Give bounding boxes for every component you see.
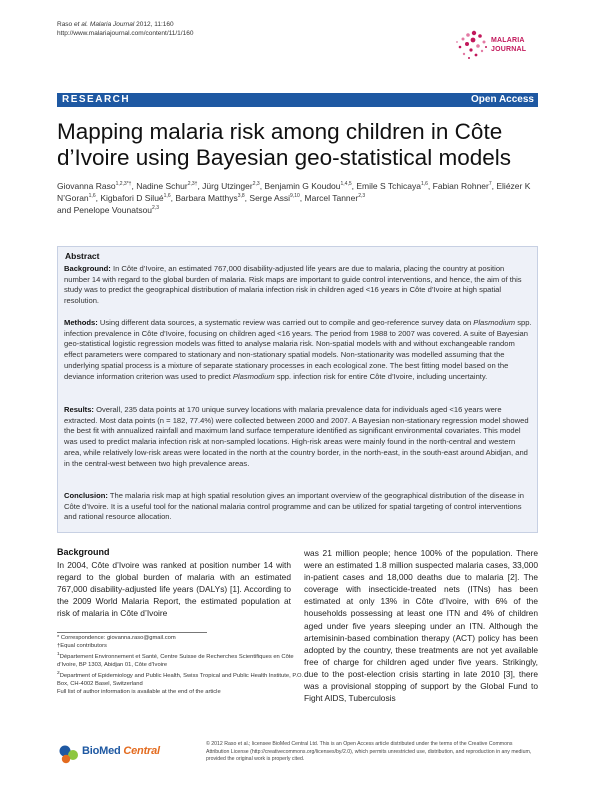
author-affiliation: 2,3	[252, 181, 260, 188]
author-name[interactable]: Giovanna Raso	[57, 181, 116, 191]
author-affiliation: 1,2,3*†	[115, 181, 132, 188]
abstract-conclusion	[64, 491, 532, 523]
bmc-bio: BioMed	[82, 745, 121, 757]
author-name[interactable]: Serge Assi	[249, 193, 291, 204]
abstract-methods-text: spp. infection risk for entire Côte d’Ivoire, including uncertainty.	[276, 371, 488, 381]
author-list: Giovanna Raso$^{1,2,3*\dagger}$, Nadine Schur$^{2,3\dagger}$, Jürg Utzinger$^{2,3}$, Benjamin G Koudou$^{1,4,5}$, Emile S Tchicaya$^{1,6}$, Fabian Rohner$^7$, Eliézer K N’Goran$^{1,6}$, Kigbafori D Silué$^{1,6}$, Barbara Matthys$^{3,8}$, Serge Assi$^{9,10}$, Marcel Tanner$^{2,3}$ and Penelope Vounatsou$^{2,3}$	[57, 181, 531, 216]
abstract-methods-label: Methods:	[64, 318, 98, 327]
citation-author: Raso	[57, 21, 73, 28]
author-affiliation: 1,6	[88, 193, 96, 200]
logo-line-1: MALARIA	[491, 37, 525, 44]
body-column-right: was 21 million people; hence 100% of the population. There were an estimated 1.8 million suspected malaria cases, 33,000 in-patient cases and 18,000 deaths due to malaria [2]. The coverage with insecticide-treated nets (ITNs) has been estimated at only 13% in Côte d’Ivoire, with 6% of the households possessing at least one ITN and 4% of children aged under five years sleeping under an ITN. Although the artemisinin-based combination therapy (ACT) policy has been adopted by the country, these treatments are not yet available free of charge for children aged under five years. Strikingly, due to the post-election crisis starting in late 2010 [3], there was a provisional stopping of support by the Global Fund to Fight AIDS, Tuberculosis	[304, 548, 538, 704]
affiliation-text: Département Environnement et Santé, Centre Suisse de Recherches Scientifiques en Côte d’Ivoire, BP 1303, Abidjan 01, Côte d’Ivoire	[57, 653, 294, 669]
abstract-background-text: In Côte d’Ivoire, an estimated 767,000 disability-adjusted life years are due to malaria, placing the country at position number 14 with regard to the global burden of malaria. Risk maps are important to guide control interventions, and hence, the aim of this study was to predict the geographical distribution of malaria infection risk in children aged <16 years in Côte d’Ivoire at high spatial resolution.	[64, 264, 522, 306]
author-name[interactable]: Barbara Matthys	[175, 193, 238, 204]
affiliation-number: 1	[57, 651, 60, 657]
article-title: Mapping malaria risk among children in Côte d’Ivoire using Bayesian geo-statistical models	[57, 119, 511, 170]
author-name[interactable]: Jürg Utzinger	[202, 181, 253, 191]
citation-journal-name: Malaria Journal	[89, 21, 135, 28]
author-affiliation: 2,3	[152, 205, 159, 212]
article-url[interactable]: http://www.malariajournal.com/content/11/1/160	[57, 30, 194, 37]
author-name[interactable]: Marcel Tanner	[304, 193, 359, 204]
abstract-results	[64, 405, 532, 469]
abstract-background	[64, 264, 532, 307]
author-affiliation: 1,4,5	[340, 181, 352, 188]
author-affiliation: 3,8	[237, 193, 245, 200]
author-name[interactable]: Eliézer K N’Goran	[57, 181, 531, 204]
malaria-journal-logo-text	[491, 36, 526, 54]
logo-line-2: JOURNAL	[491, 46, 527, 53]
open-access-label: Open Access	[471, 94, 534, 105]
author-affiliation: 7	[488, 181, 492, 188]
abstract-conclusion-text: The malaria risk map at high spatial resolution gives an important overview of the geographical distribution of the disease in Côte d’Ivoire. It is a useful tool for the national malaria control programme and can be utilized for spatial targeting of control interventions and rational resource allocation.	[64, 491, 524, 522]
biomed-central-wordmark	[82, 745, 160, 757]
affiliation-number: 2	[57, 670, 60, 676]
author-name[interactable]: Nadine Schur	[136, 181, 188, 191]
author-name[interactable]: Penelope Vounatsou	[73, 205, 153, 216]
copyright-notice: © 2012 Raso et al.; licensee BioMed Central Ltd. This is an Open Access article distributed under the terms of the Creative Commons Attribution License (http://creativecommons.org/licenses/by/2.0), which permits unrestricted use, distribution, and reproduction in any medium, provided the original work is properly cited.	[206, 741, 532, 763]
author-affiliation: 1,6	[163, 193, 171, 200]
abstract-background-label: Background:	[64, 264, 111, 273]
author-name[interactable]: Kigbafori D Silué	[100, 193, 164, 204]
author-name[interactable]: Emile S Tchicaya	[356, 181, 421, 191]
body-column-left: In 2004, Côte d’Ivoire was ranked at position number 14 with regard to the global burden of malaria with an estimated 767,000 disability-adjusted life years (DALYs) [1]. According to the 2009 World Malaria Report, the estimated population at risk of malaria in Côte d’Ivoire	[57, 560, 291, 619]
author-name[interactable]: Fabian Rohner	[432, 181, 489, 191]
affiliation-text: Department of Epidemiology and Public Health, Swiss Tropical and Public Health Institute, P.O. Box, CH-4002 Basel, Switzerland	[57, 672, 304, 687]
affiliation-note	[57, 651, 307, 670]
footnote-divider	[57, 632, 207, 633]
author-conjunction: and	[57, 205, 72, 216]
journal-citation	[57, 20, 174, 29]
abstract-conclusion-label: Conclusion:	[64, 491, 108, 500]
abstract-methods-text: spp. infection prevalence in Côte d’Ivoire, focusing on children aged <16 years. The period from 1988 to 2007 was covered. A suite of Bayesian geo-statistical logistic regression models was fitted to analyse malaria risk. Non-spatial models with and without exchangeable random effect parameters were compared to stationary and non-stationary spatial models. Non-stationarity was modelled assuming that the underlying spatial process is a mixture of separate stationary processes in each ecological zone. The best fitting model based on the deviance information criterion was used to predict	[64, 318, 532, 381]
author-affiliation: 9,10	[290, 193, 300, 200]
abstract-methods	[64, 318, 532, 382]
abstract-results-text: Overall, 235 data points at 170 unique survey locations with malaria prevalence data for individuals aged <16 years were extracted. Most data points (n = 182, 77.4%) were collected between 2000 and 2007. A Bayesian non-stationary regression model showed the best fit with annualized rainfall and maximum land surface temperature identified as significant environmental covariates. This model was used to predict malaria infection risk at non-sampled locations. High-risk areas were mainly found in the north-central and western area, while relatively low-risk areas were located in the north at the country border, in the north-east, in the south-east around Abidjan, and in the central-west between two high prevalence areas.	[64, 405, 529, 468]
author-affiliation: 2,3	[358, 193, 366, 200]
correspondence-note[interactable]: * Correspondence: giovanna.raso@gmail.com	[57, 635, 176, 641]
author-affiliation: 2,3†	[187, 181, 198, 188]
abstract-methods-genus: Plasmodium	[473, 318, 516, 327]
bmc-central: Central	[123, 745, 160, 757]
author-info-note: Full list of author information is available at the end of the article	[57, 689, 221, 696]
footnotes	[57, 634, 307, 697]
affiliation-note	[57, 670, 307, 689]
author-name[interactable]: Benjamin G Koudou	[264, 181, 341, 191]
section-label: RESEARCH	[62, 94, 131, 105]
citation-etal: et al.	[74, 21, 89, 28]
citation-volume: 2012, 11:160	[136, 21, 174, 28]
abstract-results-label: Results:	[64, 405, 94, 414]
author-affiliation: 1,6	[420, 181, 428, 188]
section-heading-background: Background	[57, 547, 110, 557]
abstract-methods-genus: Plasmodium	[232, 371, 275, 381]
abstract-heading: Abstract	[65, 251, 100, 261]
equal-contributors-note: †Equal contributors	[57, 643, 107, 650]
abstract-methods-text: Using different data sources, a systematic review was carried out to compile and geo-reference survey data on	[99, 318, 472, 327]
